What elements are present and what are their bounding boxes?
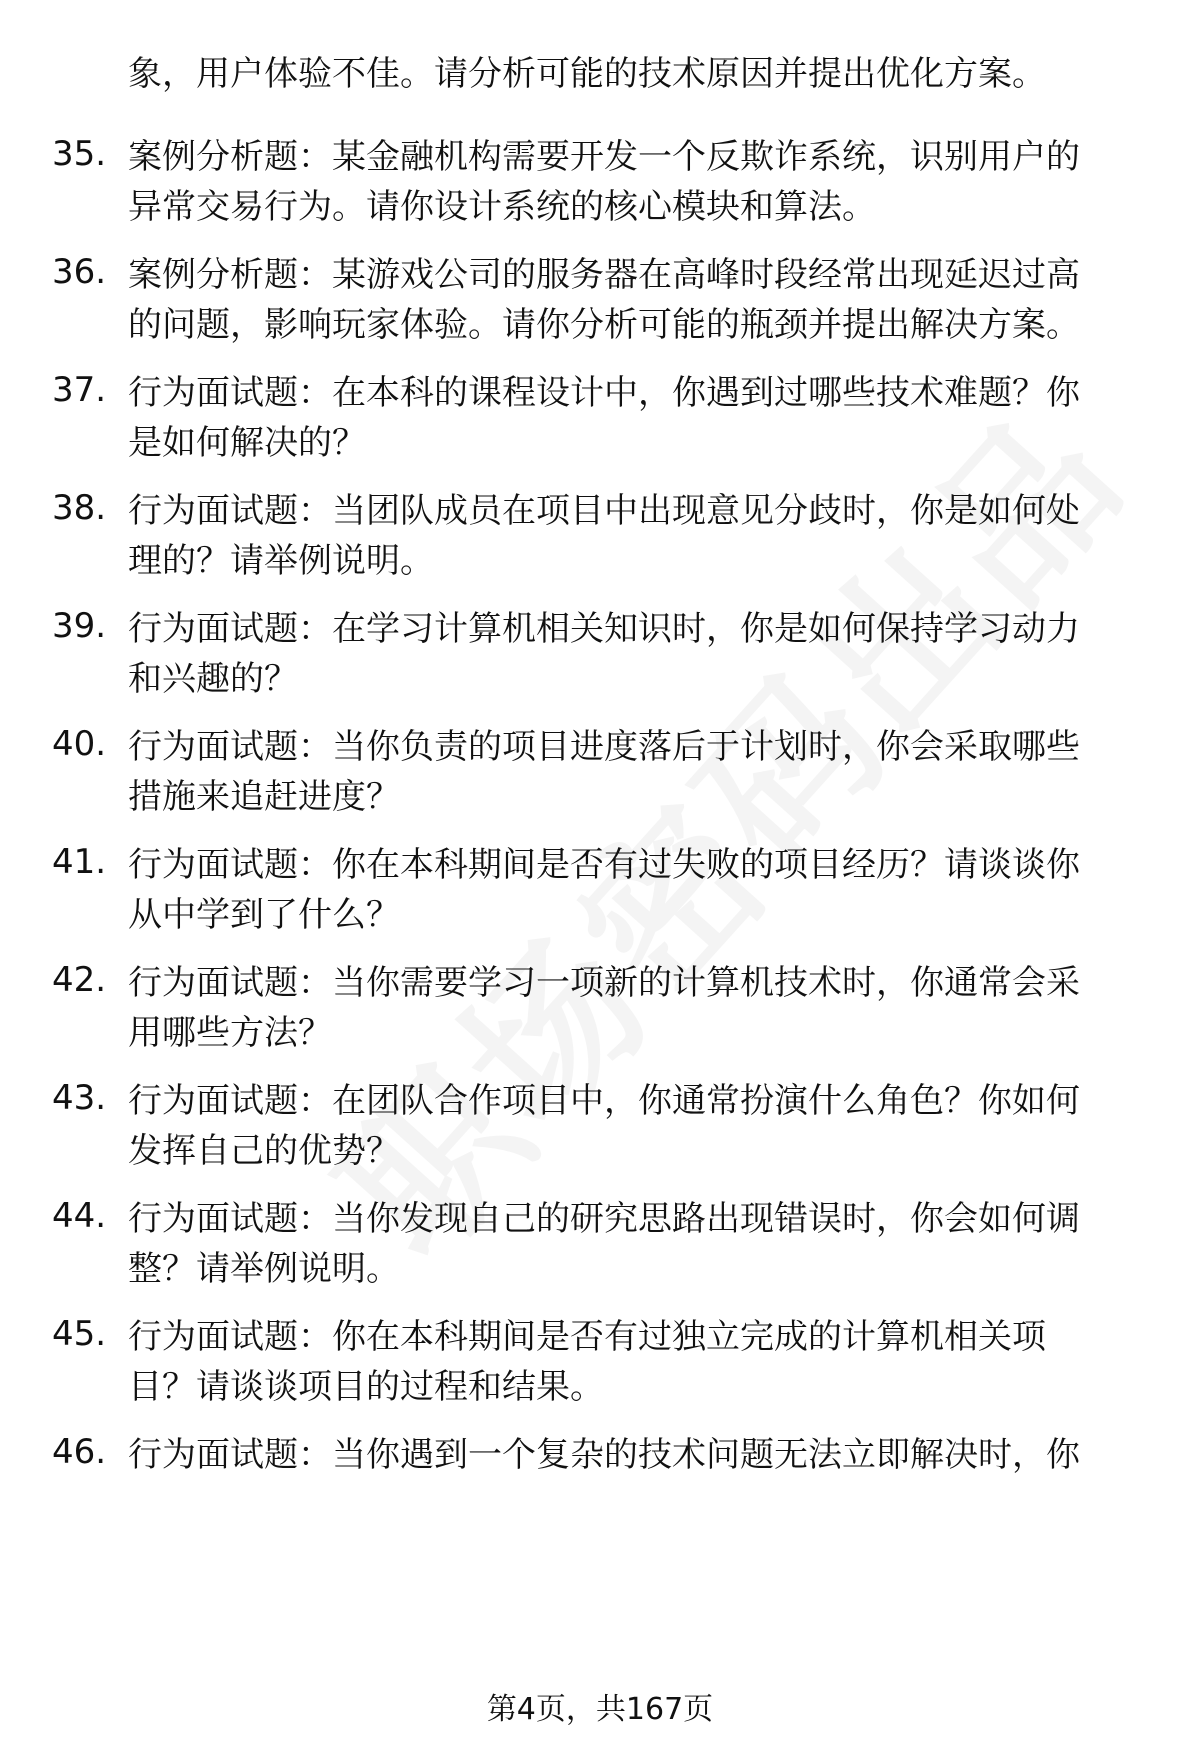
question-line: 的问题，影响玩家体验。请你分析可能的瓶颈并提出解决方案。 <box>128 305 1080 345</box>
question-text <box>128 368 1138 468</box>
question-line: 行为面试题：当你发现自己的研究思路出现错误时，你会如何调 <box>128 1199 1080 1239</box>
question-line: 案例分析题：某游戏公司的服务器在高峰时段经常出现延迟过高 <box>128 255 1080 295</box>
question-line: 理的？请举例说明。 <box>128 541 434 581</box>
question-item <box>0 958 1200 1058</box>
question-line: 行为面试题：当你需要学习一项新的计算机技术时，你通常会采 <box>128 963 1080 1003</box>
question-text <box>128 722 1138 822</box>
question-line: 整？请举例说明。 <box>128 1249 400 1289</box>
question-line: 行为面试题：在学习计算机相关知识时，你是如何保持学习动力 <box>128 609 1080 649</box>
question-item <box>0 722 1200 822</box>
question-number: 41. <box>52 842 107 882</box>
question-text <box>128 250 1138 350</box>
question-number: 40. <box>52 724 107 764</box>
question-line: 和兴趣的？ <box>128 659 298 699</box>
question-text <box>128 958 1138 1058</box>
question-number: 36. <box>52 252 107 292</box>
question-line: 异常交易行为。请你设计系统的核心模块和算法。 <box>128 187 876 227</box>
page-number-footer: 第4页，共167页 <box>486 1692 714 1727</box>
question-line: 从中学到了什么？ <box>128 895 400 935</box>
question-item <box>0 604 1200 704</box>
question-number: 39. <box>52 606 107 646</box>
question-number: 46. <box>52 1432 107 1472</box>
question-line: 行为面试题：当你遇到一个复杂的技术问题无法立即解决时，你 <box>128 1435 1080 1475</box>
question-number: 35. <box>52 134 107 174</box>
question-item <box>0 250 1200 350</box>
question-item <box>0 132 1200 232</box>
question-text <box>128 604 1138 704</box>
question-line: 行为面试题：当团队成员在项目中出现意见分歧时，你是如何处 <box>128 491 1080 531</box>
question-line: 行为面试题：当你负责的项目进度落后于计划时，你会采取哪些 <box>128 727 1080 767</box>
question-line: 用哪些方法？ <box>128 1013 332 1053</box>
question-item <box>0 1430 1200 1530</box>
question-line: 目？请谈谈项目的过程和结果。 <box>128 1367 604 1407</box>
question-line: 案例分析题：某金融机构需要开发一个反欺诈系统，识别用户的 <box>128 137 1080 177</box>
question-item <box>0 1194 1200 1294</box>
question-line: 行为面试题：在团队合作项目中，你通常扮演什么角色？你如何 <box>128 1081 1080 1121</box>
question-number: 43. <box>52 1078 107 1118</box>
question-number: 44. <box>52 1196 107 1236</box>
question-text <box>128 840 1138 940</box>
question-text <box>128 1076 1138 1176</box>
question-item <box>0 840 1200 940</box>
question-text <box>128 1430 1138 1480</box>
question-number: 37. <box>52 370 107 410</box>
question-line: 措施来追赶进度？ <box>128 777 400 817</box>
continuation-line: 象，用户体验不佳。请分析可能的技术原因并提出优化方案。 <box>128 54 1046 94</box>
question-item <box>0 1312 1200 1412</box>
question-text <box>128 1312 1138 1412</box>
question-line: 行为面试题：在本科的课程设计中，你遇到过哪些技术难题？你 <box>128 373 1080 413</box>
question-line: 行为面试题：你在本科期间是否有过失败的项目经历？请谈谈你 <box>128 845 1080 885</box>
question-line: 行为面试题：你在本科期间是否有过独立完成的计算机相关项 <box>128 1317 1046 1357</box>
question-item <box>0 486 1200 586</box>
question-item <box>0 368 1200 468</box>
question-number: 45. <box>52 1314 107 1354</box>
question-item <box>0 1076 1200 1176</box>
question-text <box>128 1194 1138 1294</box>
question-line: 发挥自己的优势？ <box>128 1131 400 1171</box>
question-line: 是如何解决的？ <box>128 423 366 463</box>
question-number: 38. <box>52 488 107 528</box>
question-text <box>128 132 1138 232</box>
question-number: 42. <box>52 960 107 1000</box>
question-text <box>128 486 1138 586</box>
